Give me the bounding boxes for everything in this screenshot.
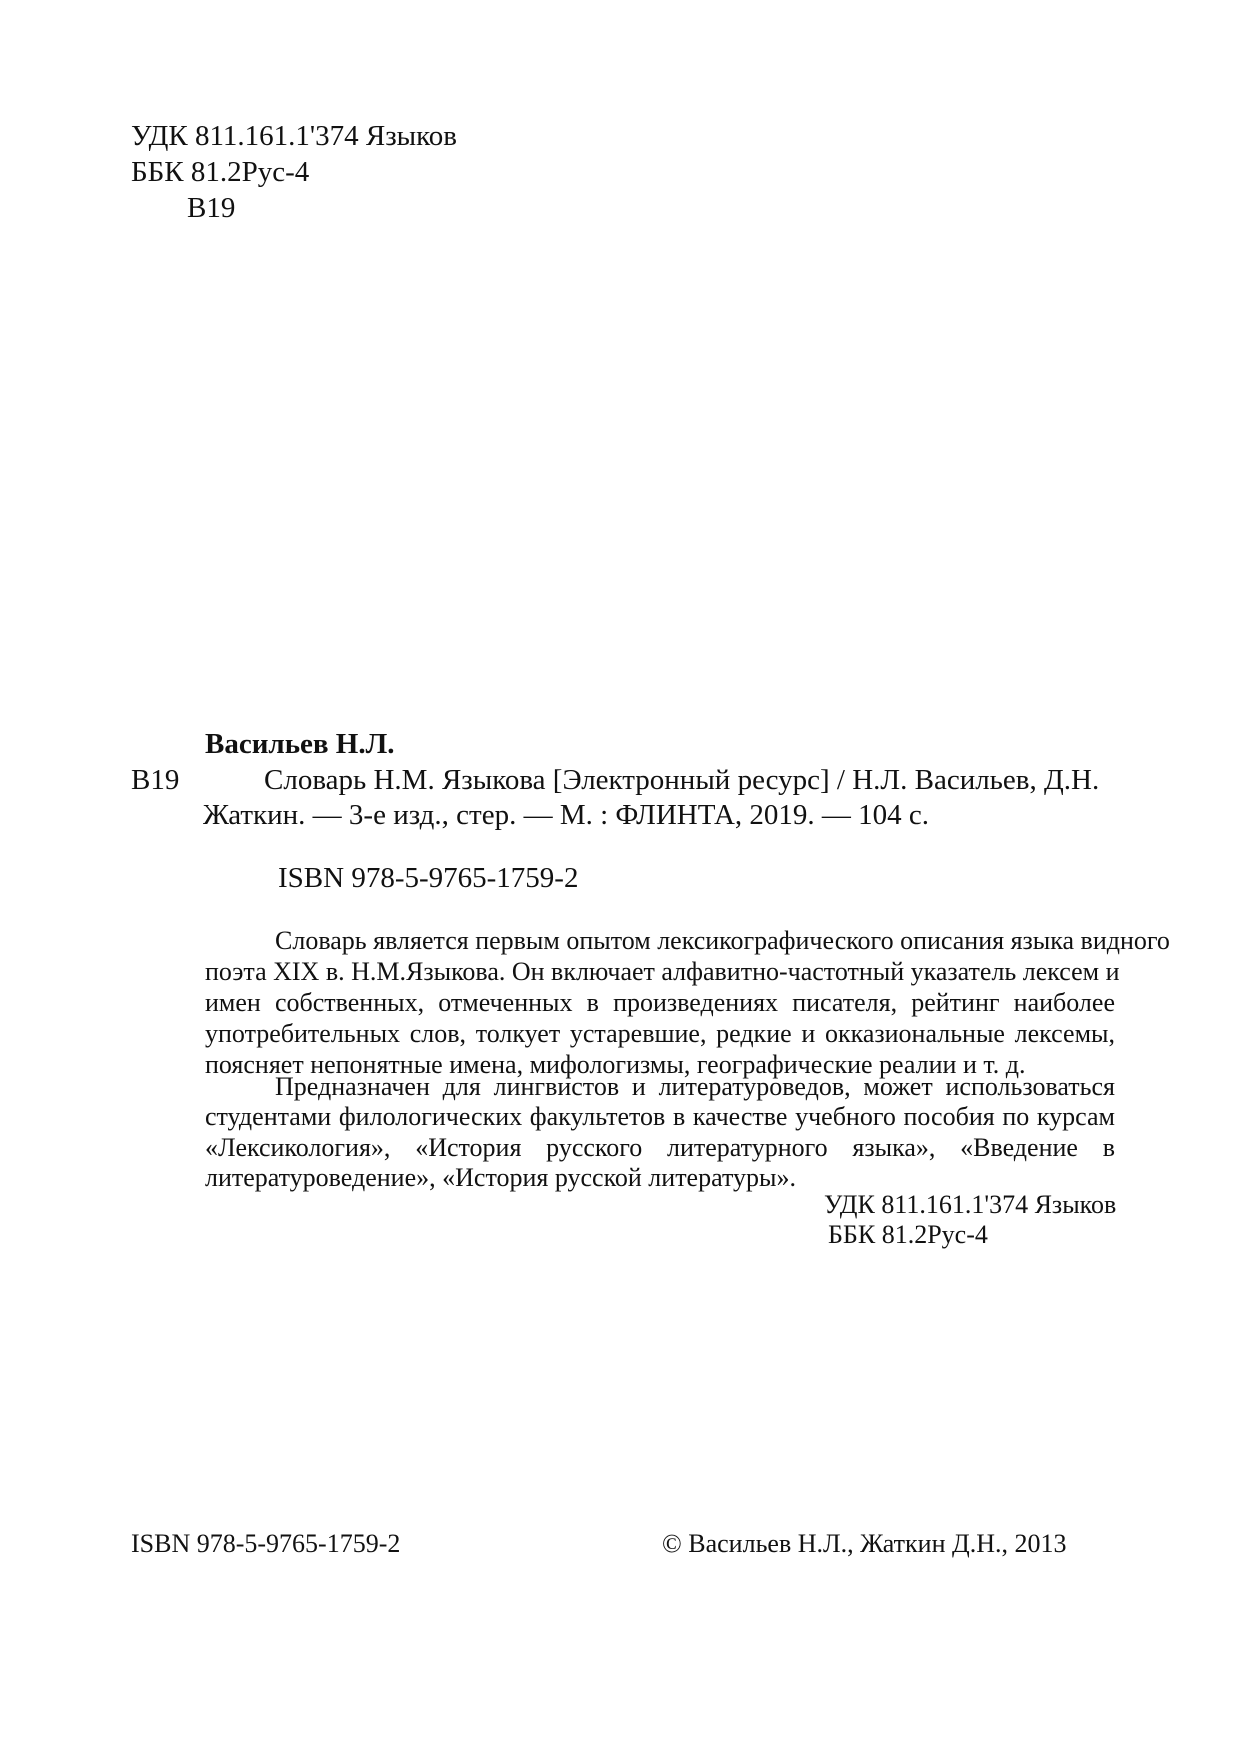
header-author-code: В19 <box>187 192 236 224</box>
card-title-line-1: Словарь Н.М. Языкова [Электронный ресурс] / Н.Л. Васильев, Д.Н. <box>264 764 1100 796</box>
header-bbk: ББК 81.2Рус-4 <box>131 156 310 188</box>
annotation-p2-line-2: студентами филологических факультетов в качестве учебного пособия по курсам <box>205 1102 1115 1131</box>
annotation-p1-line-3: имен собственных, отмеченных в произведениях писателя, рейтинг наиболее <box>205 988 1115 1017</box>
annotation-p1-line-4: употребительных слов, толкует устаревшие, редкие и окказиональные лексемы, <box>205 1019 1115 1048</box>
footer-isbn: ISBN 978-5-9765-1759-2 <box>131 1529 401 1558</box>
footer-copyright: © Васильев Н.Л., Жаткин Д.Н., 2013 <box>662 1529 1067 1558</box>
annotation-p2-line-4: литературоведение», «История русской литературы». <box>205 1163 796 1192</box>
card-author-code: В19 <box>131 764 180 796</box>
annotation-p1-line-1: Словарь является первым опытом лексикографического описания языка видного <box>275 926 1170 955</box>
card-author: Васильев Н.Л. <box>205 728 395 760</box>
header-udk: УДК 811.161.1'374 Языков <box>131 120 457 152</box>
card-isbn: ISBN 978-5-9765-1759-2 <box>278 862 579 894</box>
annotation-p2-line-1: Предназначен для лингвистов и литературоведов, может использоваться <box>275 1072 1115 1101</box>
annotation-p1-line-2: поэта XIX в. Н.М.Языкова. Он включает алфавитно-частотный указатель лексем и <box>205 957 1120 986</box>
annotation-udk: УДК 811.161.1'374 Языков <box>824 1190 1117 1219</box>
card-title-line-2: Жаткин. — 3-е изд., стер. — М. : ФЛИНТА, 2019. — 104 с. <box>203 799 930 831</box>
annotation-bbk: ББК 81.2Рус-4 <box>828 1220 988 1249</box>
annotation-p2-line-3: «Лексикология», «История русского литературного языка», «Введение в <box>205 1133 1115 1162</box>
annotation-p1-line-5: поясняет непонятные имена, мифологизмы, географические реалии и т. д. <box>205 1050 1026 1079</box>
